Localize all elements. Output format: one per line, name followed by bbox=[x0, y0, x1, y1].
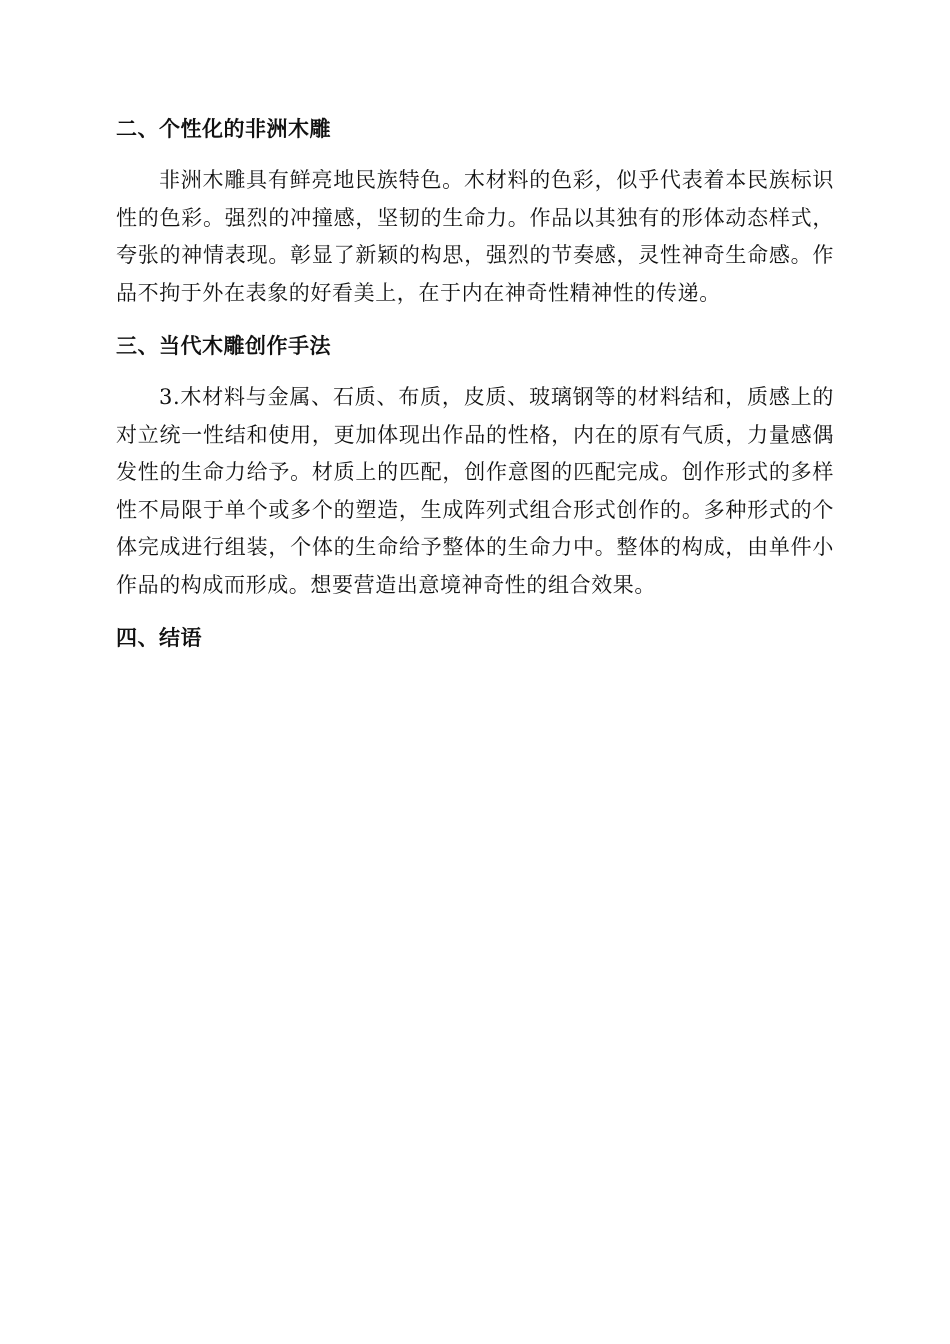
section-heading-conclusion: 四、结语 bbox=[116, 626, 202, 650]
section-heading-individualized-african-woodcarving: 二、个性化的非洲木雕 bbox=[116, 117, 331, 141]
document-page bbox=[116, 110, 834, 657]
section-heading-contemporary-techniques: 三、当代木雕创作手法 bbox=[116, 334, 331, 358]
section-paragraph-contemporary-techniques: 3.木材料与金属、石质、布质，皮质、玻璃钢等的材料结和，质感上的对立统一性结和使用，更加体现出作品的性格，内在的原有气质，力量感偶发性的生命力给予。材质上的匹配，创作意图的匹配完成。创作形式的多样性不局限于单个或多个的塑造，生成阵列式组合形式创作的。多种形式的个体完成进行组装，个体的生命给予整体的生命力中。整体的构成，由单件小作品的构成而形成。想要营造出意境神奇性的组合效果。 bbox=[116, 385, 834, 597]
section-paragraph-african-woodcarving: 非洲木雕具有鲜亮地民族特色。木材料的色彩，似乎代表着本民族标识性的色彩。强烈的冲撞感，坚韧的生命力。作品以其独有的形体动态样式，夸张的神情表现。彰显了新颖的构思，强烈的节奏感，灵性神奇生命感。作品不拘于外在表象的好看美上，在于内在神奇性精神性的传递。 bbox=[116, 168, 834, 305]
